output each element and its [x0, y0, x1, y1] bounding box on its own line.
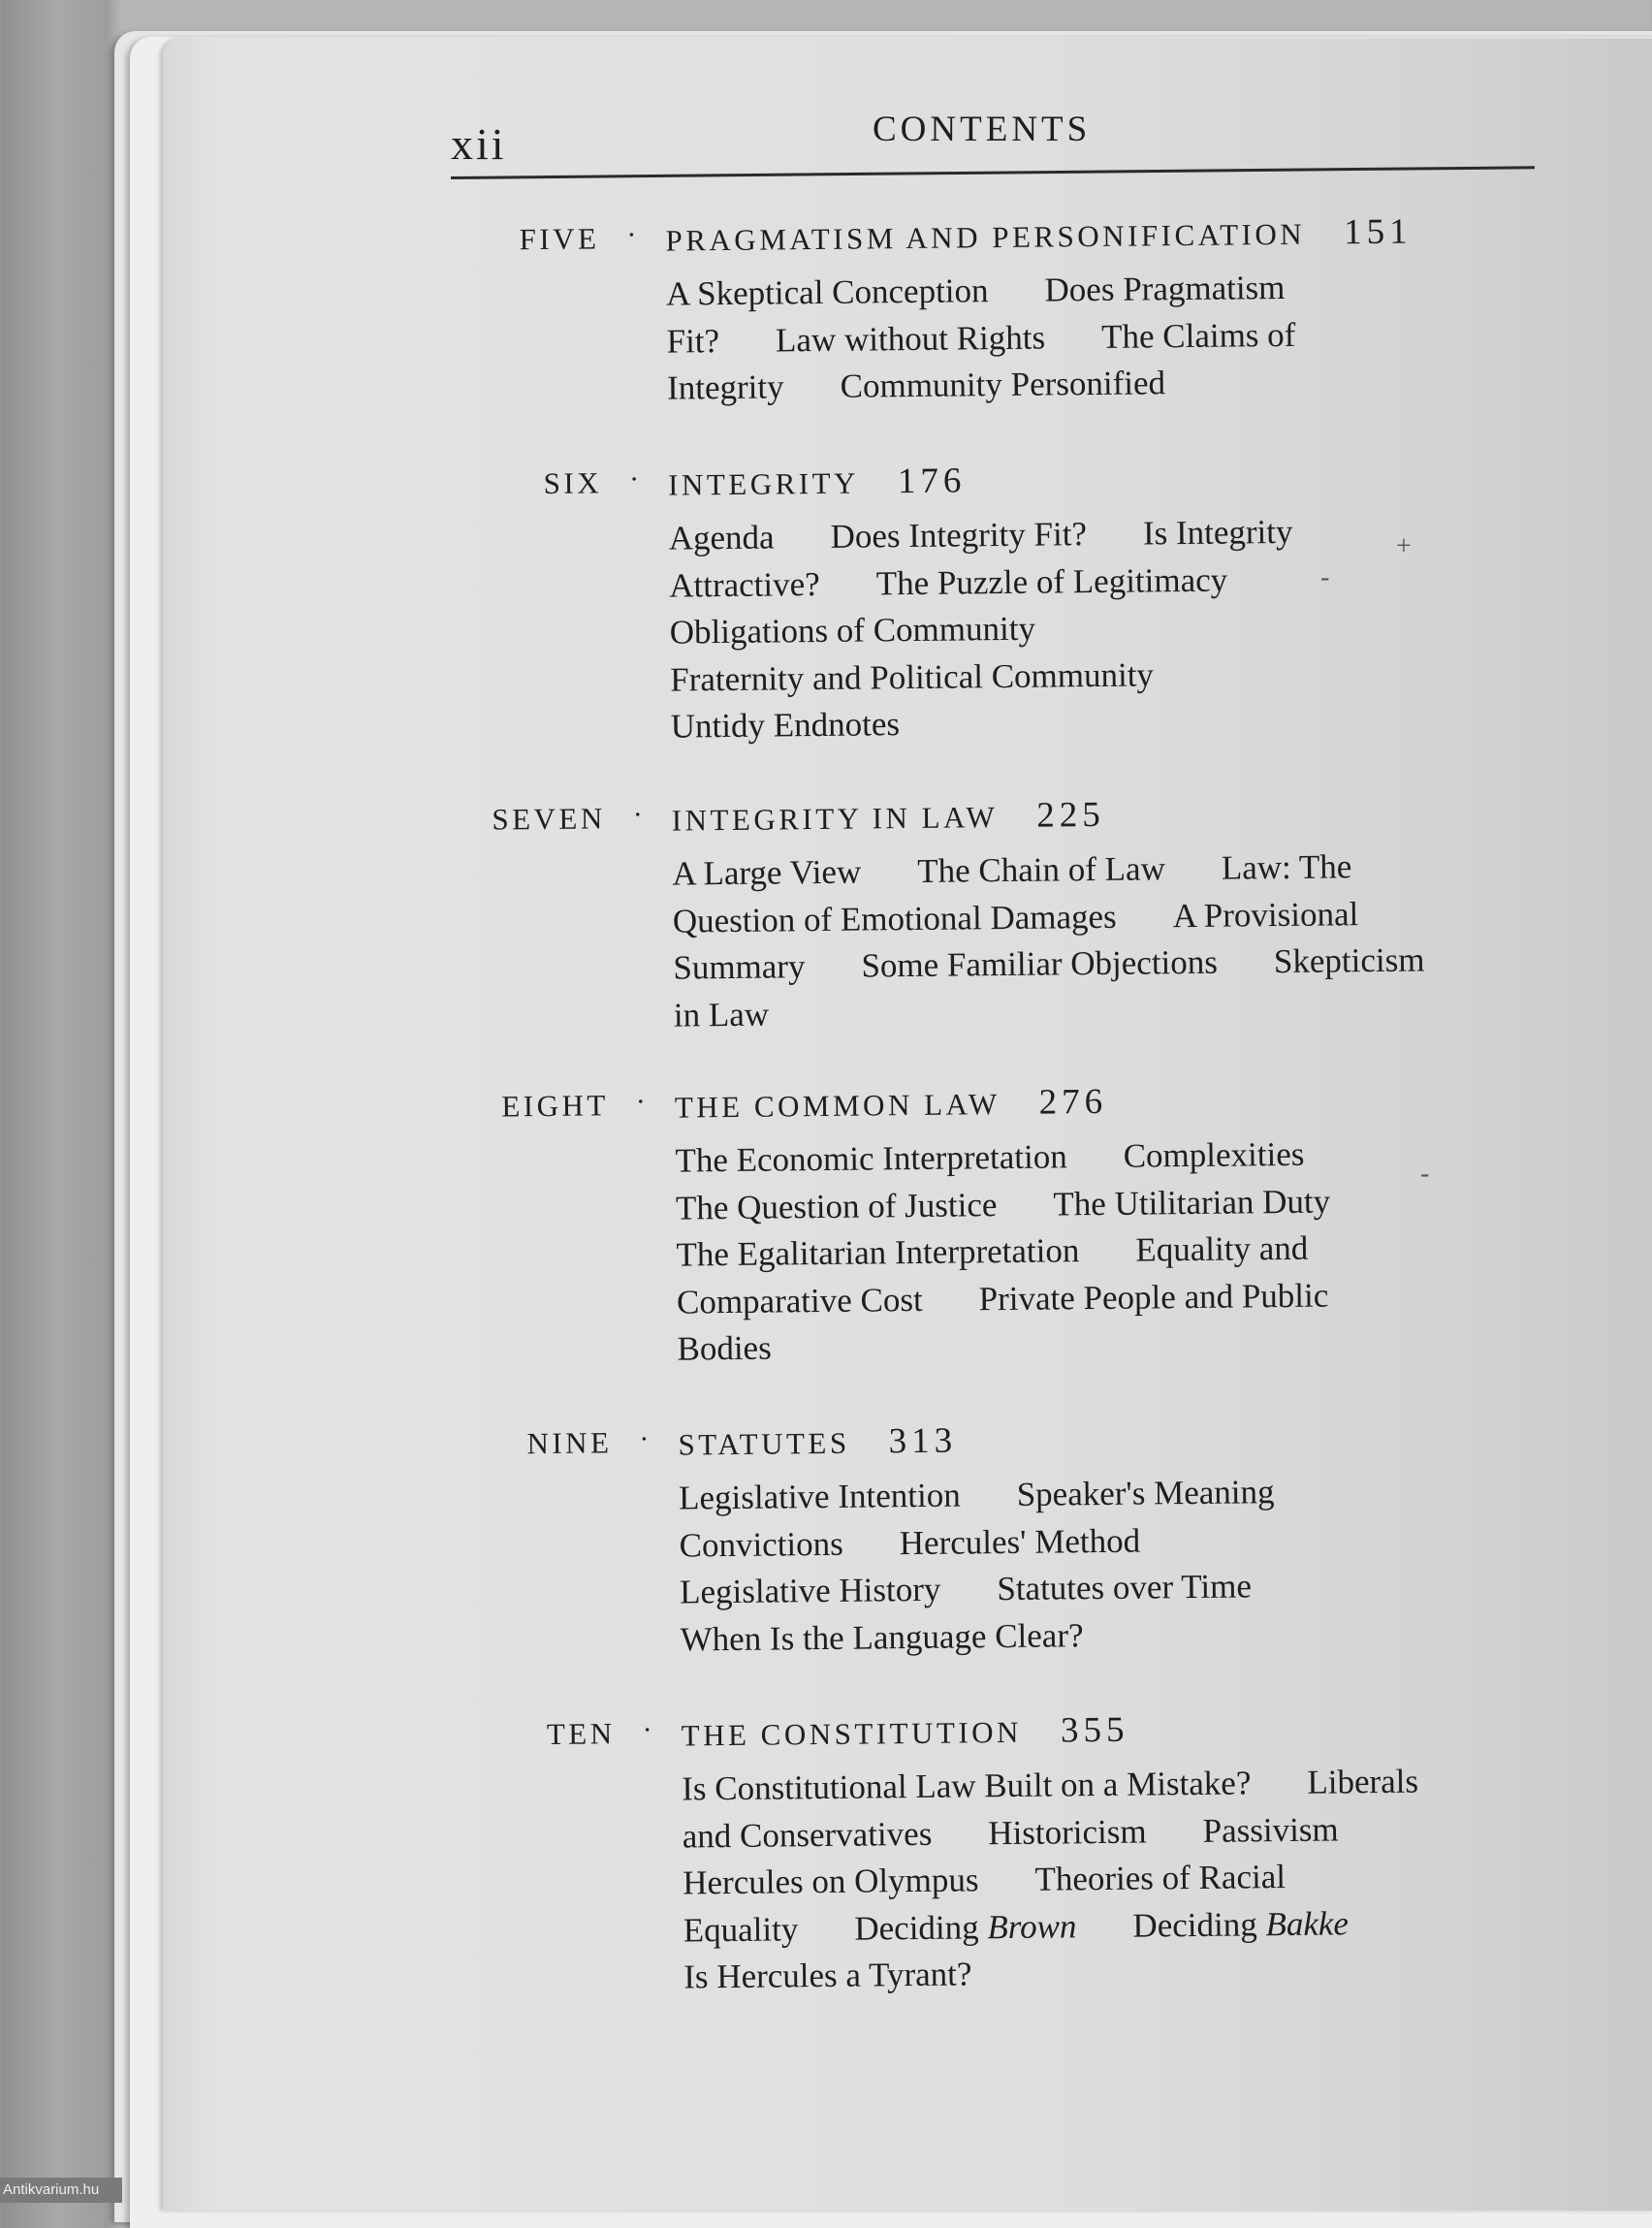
chapter-entry	[16, 1686, 1652, 1996]
chapter-title-text: INTEGRITY IN LAW	[671, 800, 999, 838]
section-title: Fit?	[666, 321, 720, 361]
pencil-mark: +	[1396, 531, 1412, 561]
section-line	[667, 356, 1559, 412]
section-title: Is Hercules a Tyrant?	[683, 1955, 972, 1996]
section-list	[675, 1129, 1569, 1373]
section-title: Community Personified	[840, 364, 1166, 405]
section-title: Fraternity and Political Community	[670, 654, 1155, 699]
pencil-mark: -	[1320, 562, 1330, 592]
chapter-title-text: INTEGRITY	[667, 465, 860, 502]
section-title: Integrity	[666, 367, 784, 407]
section-title: A Provisional	[1172, 894, 1359, 935]
running-head-title: CONTENTS	[873, 110, 1092, 149]
chapter-page-number: 176	[897, 461, 967, 502]
chapter-page-number: 151	[1343, 211, 1413, 253]
chapter-number: FIVE	[519, 221, 600, 257]
section-line	[683, 1945, 1575, 2001]
separator-dot: ·	[642, 1713, 652, 1746]
section-line	[674, 982, 1566, 1038]
chapter-number: TEN	[546, 1716, 616, 1751]
section-line	[671, 694, 1563, 750]
section-title: Is Integrity	[1142, 512, 1293, 553]
section-title: The Utilitarian Duty	[1053, 1182, 1331, 1223]
section-title: Deciding Brown	[854, 1906, 1077, 1948]
chapter-title-text: PRAGMATISM AND PERSONIFICATION	[665, 216, 1306, 258]
chapter-page-number: 313	[888, 1420, 958, 1462]
chapter-number: NINE	[526, 1425, 613, 1461]
section-title: Law: The	[1221, 847, 1352, 887]
section-title: Obligations of Community	[669, 609, 1036, 652]
chapter-title	[672, 794, 1105, 841]
chapter-entry	[3, 435, 1652, 746]
section-title: Hercules on Olympus	[683, 1861, 979, 1902]
chapter-title	[681, 1709, 1128, 1756]
section-title: The Claims of	[1100, 315, 1296, 356]
section-list	[682, 1757, 1575, 2001]
chapter-number: EIGHT	[501, 1088, 610, 1124]
separator-dot: ·	[632, 798, 643, 832]
section-title: Historicism	[988, 1812, 1147, 1852]
section-title: Agenda	[668, 518, 775, 557]
section-list	[679, 1466, 1573, 1664]
chapter-title-text: THE COMMON LAW	[674, 1087, 1001, 1125]
section-title: Untidy Endnotes	[670, 705, 901, 746]
section-title: The Puzzle of Legitimacy	[875, 560, 1228, 602]
section-title: The Chain of Law	[917, 849, 1166, 890]
section-title: Law without Rights	[775, 318, 1046, 359]
section-title: Legislative Intention	[678, 1476, 961, 1517]
section-title: in Law	[673, 995, 770, 1034]
separator-dot: ·	[635, 1085, 646, 1118]
section-title: Does Pragmatism	[1044, 268, 1286, 309]
section-title: The Egalitarian Interpretation	[676, 1231, 1080, 1274]
pencil-mark: -	[1420, 1159, 1430, 1189]
chapter-entry	[13, 1395, 1652, 1659]
section-title: Is Constitutional Law Built on a Mistake?	[682, 1764, 1252, 1808]
watermark: Antikvarium.hu	[0, 2178, 122, 2203]
chapter-title	[678, 1420, 957, 1465]
section-title: Comparative Cost	[676, 1280, 923, 1321]
section-line	[677, 1317, 1569, 1373]
section-list	[666, 262, 1559, 412]
chapter-page-number: 276	[1038, 1081, 1108, 1123]
folio-number: xii	[451, 119, 507, 169]
chapter-entry	[0, 191, 1652, 407]
section-title: A Large View	[672, 852, 862, 893]
section-title: Convictions	[679, 1524, 843, 1565]
chapter-title	[668, 460, 967, 504]
section-title: Equality	[683, 1909, 799, 1950]
chapter-page-number: 225	[1035, 794, 1105, 836]
section-line	[680, 1607, 1572, 1663]
section-title: The Question of Justice	[675, 1185, 998, 1227]
section-title: Theories of Racial	[1034, 1858, 1287, 1898]
chapter-entry	[6, 771, 1652, 1034]
section-title: Attractive?	[669, 564, 820, 605]
chapter-title	[665, 211, 1413, 261]
section-title: Liberals	[1307, 1762, 1419, 1801]
chapter-title-text: THE CONSTITUTION	[681, 1714, 1023, 1753]
chapter-title-text: STATUTES	[678, 1425, 850, 1462]
separator-dot: ·	[639, 1422, 650, 1455]
section-list	[668, 506, 1562, 750]
chapter-number: SIX	[543, 465, 603, 500]
section-title: Speaker's Meaning	[1016, 1473, 1275, 1513]
section-title: Private People and Public	[978, 1276, 1329, 1318]
chapter-page-number: 355	[1060, 1709, 1129, 1751]
section-title: and Conservatives	[682, 1814, 933, 1856]
section-title: Skepticism	[1273, 940, 1425, 981]
section-title: A Skeptical Conception	[665, 271, 989, 313]
separator-dot: ·	[628, 462, 640, 496]
section-title: The Economic Interpretation	[675, 1137, 1067, 1180]
section-title: Equality and	[1135, 1228, 1309, 1269]
section-title: Bodies	[677, 1328, 772, 1368]
section-title: Deciding Bakke	[1132, 1903, 1350, 1945]
chapter-number: SEVEN	[492, 801, 606, 837]
section-title: Hercules' Method	[899, 1521, 1141, 1562]
section-list	[672, 842, 1566, 1039]
separator-dot: ·	[626, 218, 637, 252]
section-title: Summary	[673, 947, 806, 987]
section-title: Question of Emotional Damages	[672, 897, 1117, 940]
section-title: Legislative History	[679, 1570, 941, 1611]
section-title: Some Familiar Objections	[861, 942, 1219, 985]
section-title: Statutes over Time	[997, 1567, 1253, 1608]
chapter-entry	[9, 1058, 1652, 1368]
chapter-title	[675, 1081, 1108, 1128]
section-title: Passivism	[1202, 1809, 1339, 1850]
section-title: Complexities	[1123, 1134, 1305, 1175]
section-title: When Is the Language Clear?	[680, 1615, 1084, 1659]
section-title: Does Integrity Fit?	[830, 515, 1088, 556]
